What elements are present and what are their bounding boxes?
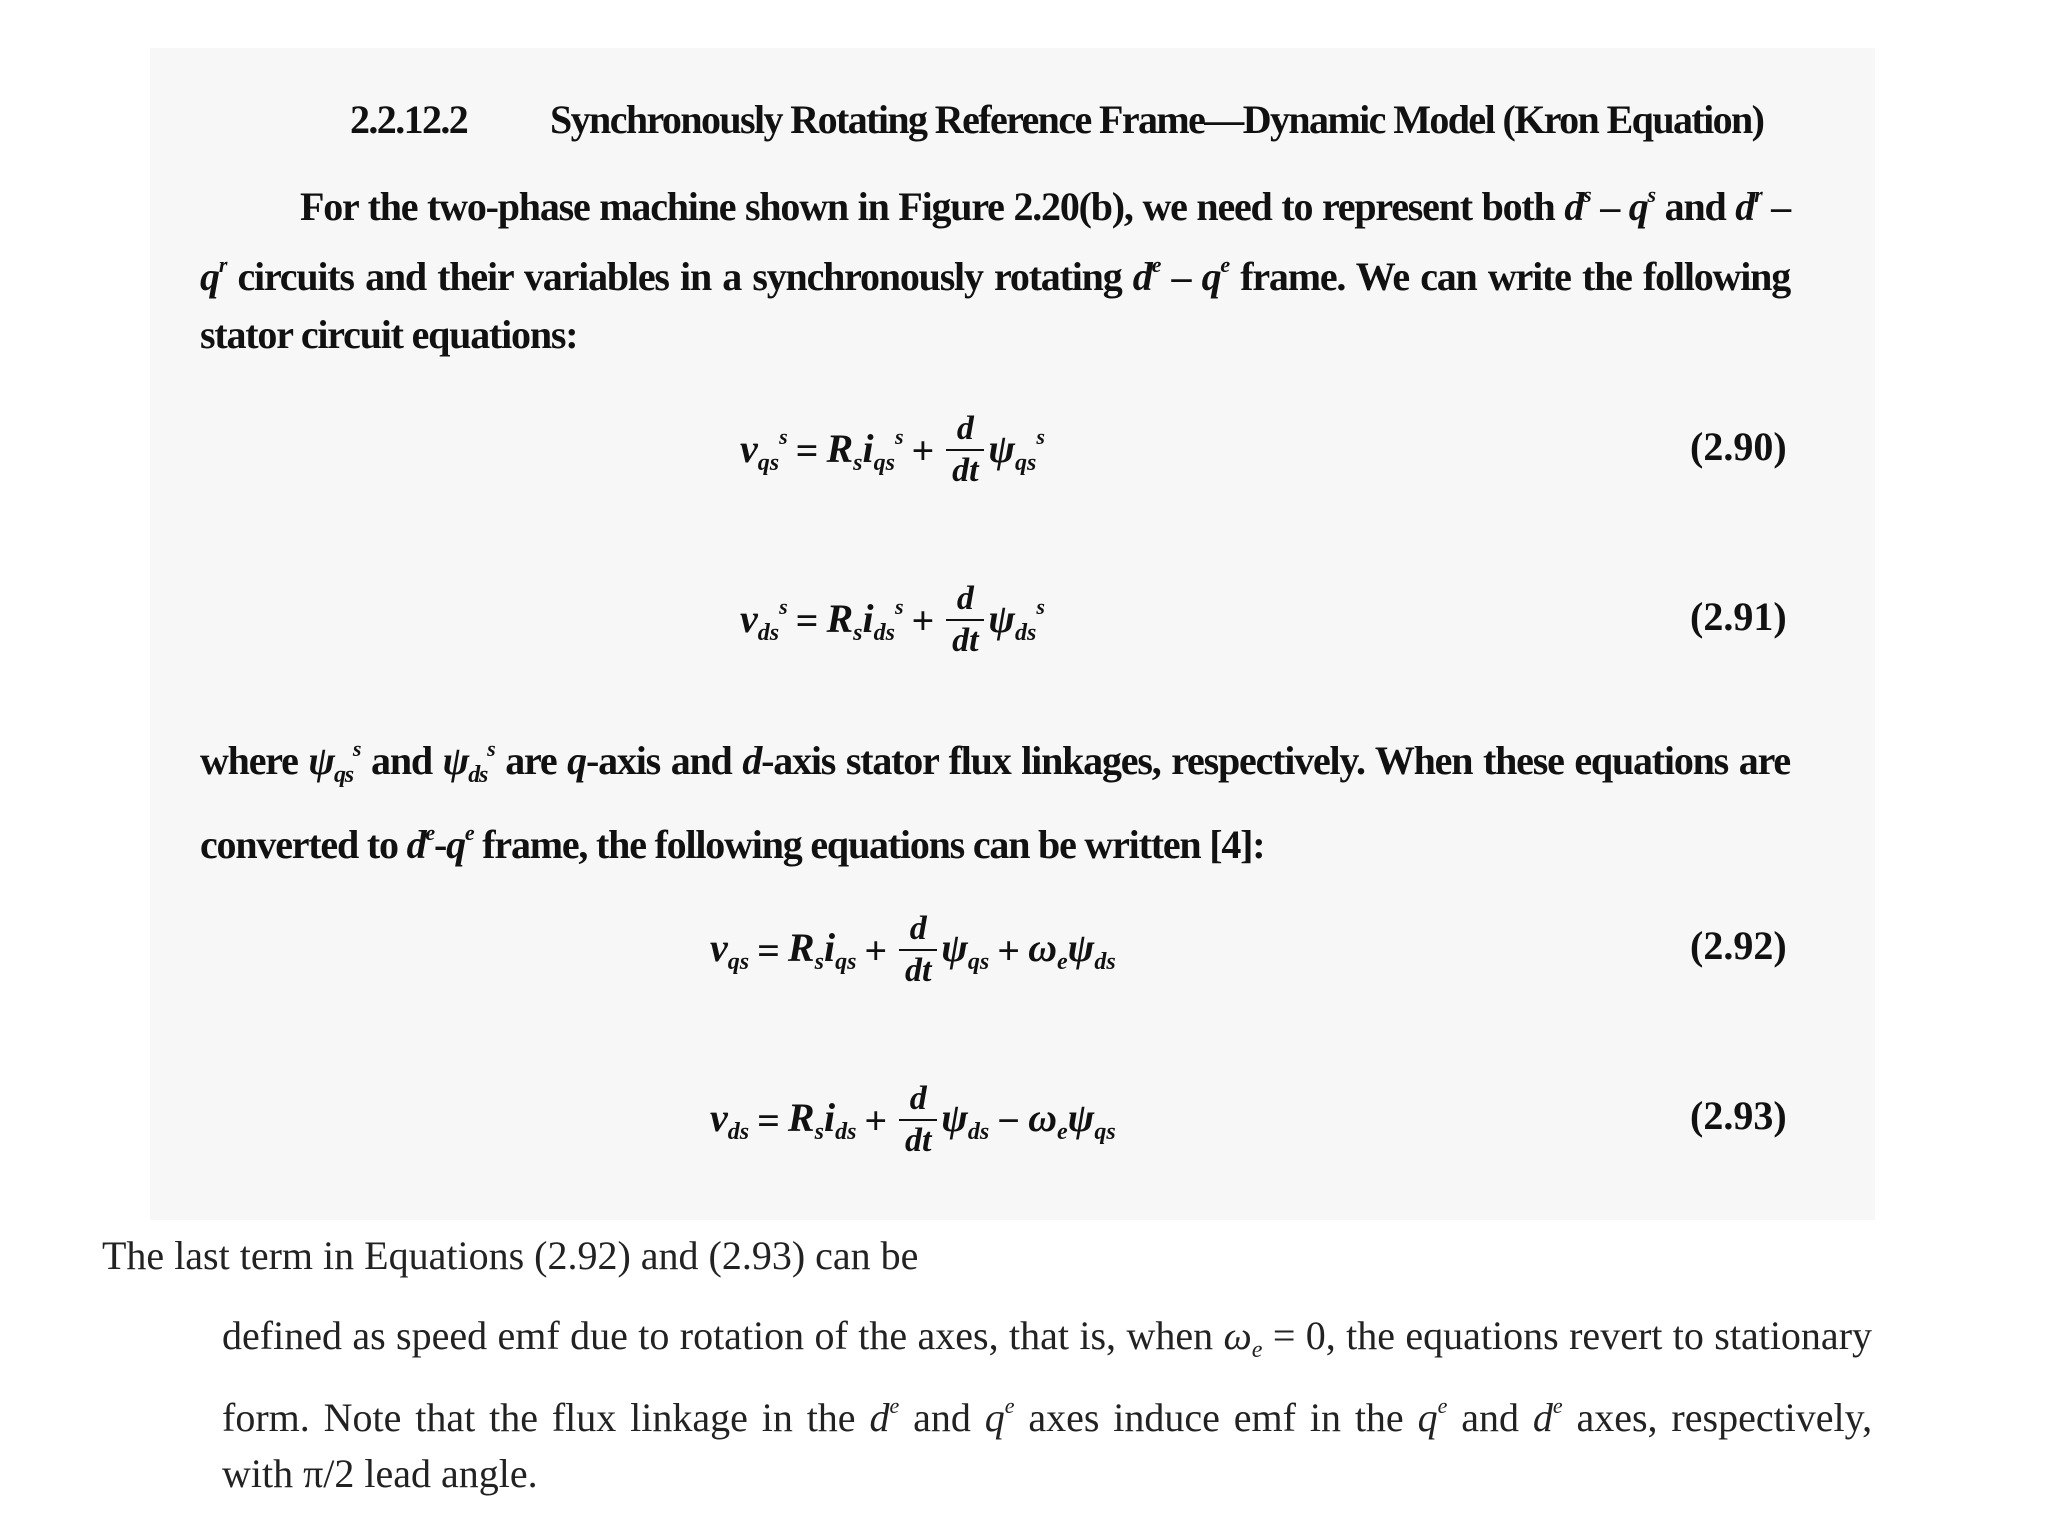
flux-linkage-paragraph: where $\psi_{qs}^s$ and $\psi_{ds}^s$ are q-axis and d-axis stator flux linkages, respectively. When these equations are converted to $d^e-q^e$ frame, the following equations can be written [4]: — [200, 736, 1790, 867]
section-heading — [350, 96, 1800, 143]
equation-number-2-92: (2.92) — [1690, 923, 1787, 968]
equation-2-92: $v_{qs}$ = $R_si_{qs}$ + $\frac{d}{dt}$ $\psi_{qs}$ + $\omega_e\psi_{ds}$ — [710, 910, 1116, 989]
equation-2-93: $v_{ds}$ = $R_si_{ds}$ + $\frac{d}{dt}$ $\psi_{ds}$ − $\omega_e\psi_{qs}$ — [710, 1080, 1116, 1159]
speed-emf-paragraph: defined as speed emf due to rotation of the axes, that is, when $\omega_e = 0$, the equations revert to stationary form. Note that the flux linkage in the $d^e$ and $q^e$ axes induce emf in the $q^e$ and $d^e$ axes, respectively, with π/2 lead angle. — [222, 1313, 1873, 1496]
equation-2-90: $v_{qs}^s$ = $R_si_{qs}^s$ + $\frac{d}{dt}$ $\psi_{qs}^s$ — [740, 410, 1045, 489]
tail-line-1: The last term in Equations (2.92) and (2.93) can be — [102, 1233, 919, 1278]
equation-number-2-90: (2.90) — [1690, 424, 1787, 469]
intro-paragraph: For the two-phase machine shown in Figure 2.20(b), we need to represent both $d^s - q^s$ and $d^r - q^r$ circuits and their variables in a synchronously rotating $d^e - q^e$ frame. We can write the following stator circuit equations: — [200, 182, 1790, 357]
section-number: 2.2.12.2 — [350, 97, 468, 142]
equation-number-2-91: (2.91) — [1690, 594, 1787, 639]
section-title: Synchronously Rotating Reference Frame—Dynamic Model (Kron Equation) — [550, 97, 1764, 142]
equation-number-2-93: (2.93) — [1690, 1093, 1787, 1138]
equation-2-91: $v_{ds}^s$ = $R_si_{ds}^s$ + $\frac{d}{dt}$ $\psi_{ds}^s$ — [740, 580, 1045, 659]
